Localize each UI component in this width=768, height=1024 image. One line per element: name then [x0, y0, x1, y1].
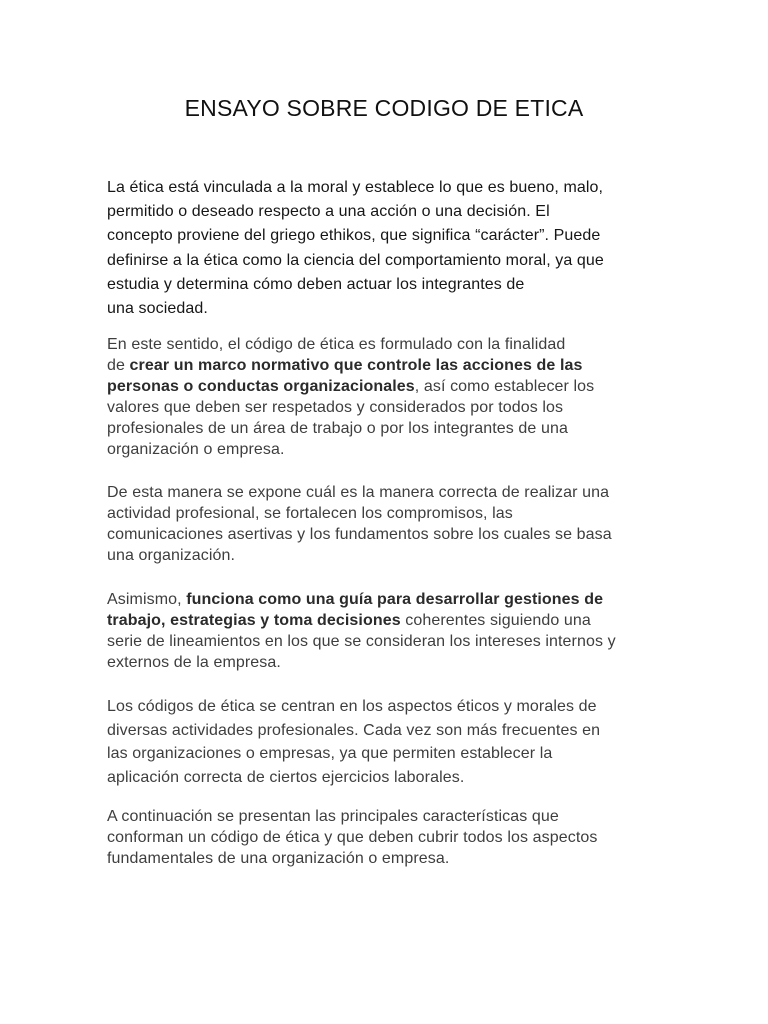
paragraph-line: las organizaciones o empresas, ya que permiten establecer la — [107, 745, 553, 762]
paragraph-line: profesionales de un área de trabajo o por los integrantes de una — [107, 420, 568, 437]
bold-phrase: trabajo, estrategias y toma decisiones — [107, 612, 401, 629]
paragraph-line — [107, 589, 616, 610]
paragraph-3 — [107, 482, 612, 566]
document-title: ENSAYO SOBRE CODIGO DE ETICA — [184, 95, 584, 121]
paragraph-5 — [107, 695, 600, 789]
paragraph-line: externos de la empresa. — [107, 654, 281, 671]
paragraph-line: organización o empresa. — [107, 441, 285, 458]
paragraph-line: A continuación se presentan las principales características que — [107, 808, 559, 825]
line-text: coherentes siguiendo una — [400, 612, 591, 629]
paragraph-line: De esta manera se expone cuál es la manera correcta de realizar una — [107, 484, 610, 501]
line-text: de — [107, 357, 130, 374]
paragraph-line: fundamentales de una organización o empresa. — [107, 850, 450, 867]
paragraph-line: serie de lineamientos en los que se consideran los intereses internos y — [107, 633, 616, 650]
paragraph-6 — [107, 806, 597, 869]
paragraph-line: estudia y determina cómo deben actuar los integrantes de — [107, 275, 525, 293]
paragraph-4 — [107, 589, 616, 673]
paragraph-line: conforman un código de ética y que deben cubrir todos los aspectos — [107, 829, 598, 846]
paragraph-line: La ética está vinculada a la moral y establece lo que es bueno, malo, — [107, 179, 604, 196]
paragraph-line: aplicación correcta de ciertos ejercicios laborales. — [107, 768, 465, 786]
paragraph-line: definirse a la ética como la ciencia del comportamiento moral, ya que — [107, 251, 604, 269]
paragraph-2 — [107, 334, 594, 460]
paragraph-line: diversas actividades profesionales. Cada vez son más frecuentes en — [107, 721, 601, 739]
line-text: , así como establecer los — [414, 378, 595, 395]
paragraph-line: Los códigos de ética se centran en los aspectos éticos y morales de — [107, 698, 597, 715]
bold-phrase: personas o conductas organizacionales — [107, 378, 415, 395]
paragraph-line: valores que deben ser respetados y considerados por todos los — [107, 399, 564, 416]
paragraph-line: actividad profesional, se fortalecen los compromisos, las — [107, 505, 513, 522]
paragraph-line — [107, 610, 616, 631]
paragraph-line: comunicaciones asertivas y los fundamentos sobre los cuales se basa — [107, 526, 612, 543]
paragraph-line: En este sentido, el código de ética es formulado con la finalidad — [107, 336, 566, 353]
paragraph-line: concepto proviene del griego ethikos, que significa “carácter”. Puede — [107, 227, 601, 245]
paragraph-line — [107, 355, 594, 376]
paragraph-line: una organización. — [107, 547, 236, 564]
bold-phrase: funciona como una guía para desarrollar gestiones de — [186, 591, 604, 608]
bold-phrase: crear un marco normativo que controle las acciones de las — [129, 357, 583, 374]
paragraph-line: una sociedad. — [107, 300, 208, 318]
paragraph-1 — [107, 176, 604, 321]
paragraph-line: permitido o deseado respecto a una acción o una decisión. El — [107, 203, 550, 221]
line-text: Asimismo, — [107, 591, 187, 608]
paragraph-line — [107, 376, 594, 397]
